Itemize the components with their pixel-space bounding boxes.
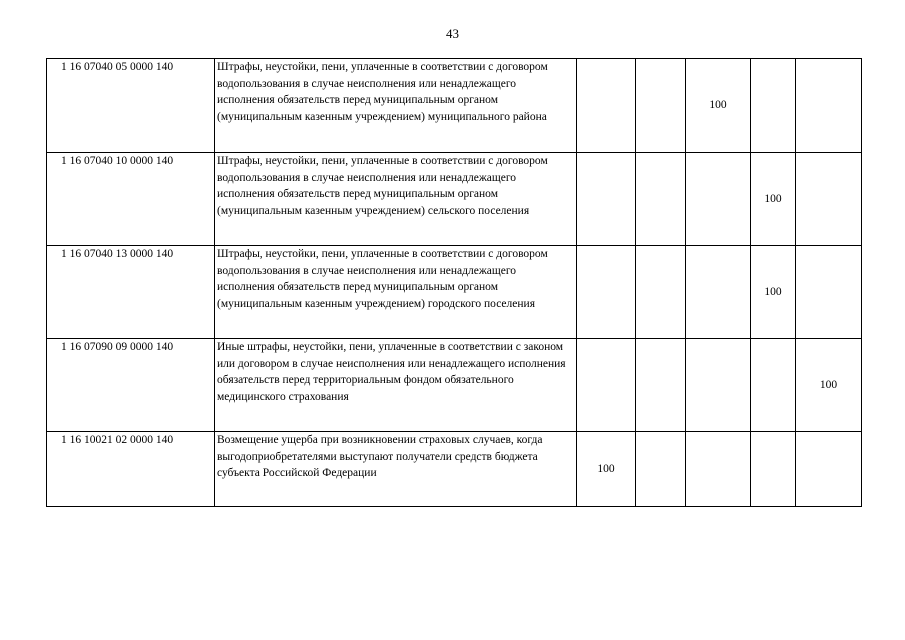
value-cell	[577, 153, 636, 246]
value-cell	[636, 153, 686, 246]
revenue-code-cell: 1 16 07040 05 0000 140	[47, 59, 215, 153]
revenue-code-cell: 1 16 07040 10 0000 140	[47, 153, 215, 246]
revenue-description-cell: Штрафы, неустойки, пени, уплаченные в соответствии с договором водопользования в случае неисполнения или ненадлежащего исполнения обязательств перед муниципальным органом (муниципальным казенным учреждением) сельского поселения	[215, 153, 577, 246]
revenue-allocation-table	[46, 58, 862, 507]
revenue-description-cell: Иные штрафы, неустойки, пени, уплаченные в соответствии с законом или договором в случае неисполнения или ненадлежащего исполнения обязательств перед территориальным фондом обязательного медицинского страхования	[215, 339, 577, 432]
table-row	[47, 339, 862, 432]
value-cell	[796, 246, 862, 339]
value-cell	[577, 59, 636, 153]
table-row	[47, 246, 862, 339]
value-cell: 100	[751, 153, 796, 246]
value-cell	[686, 432, 751, 507]
value-cell: 100	[751, 246, 796, 339]
page-number: 43	[446, 26, 459, 41]
value-cell	[751, 59, 796, 153]
value-cell	[751, 432, 796, 507]
value-cell	[686, 339, 751, 432]
revenue-code-cell: 1 16 07040 13 0000 140	[47, 246, 215, 339]
revenue-description-cell: Возмещение ущерба при возникновении страховых случаев, когда выгодоприобретателями выступают получатели средств бюджета субъекта Российской Федерации	[215, 432, 577, 507]
value-cell	[577, 339, 636, 432]
table-row	[47, 432, 862, 507]
value-cell	[577, 246, 636, 339]
value-cell: 100	[577, 432, 636, 507]
value-cell	[686, 153, 751, 246]
value-cell	[636, 59, 686, 153]
value-cell	[796, 432, 862, 507]
table-row	[47, 153, 862, 246]
value-cell	[636, 339, 686, 432]
value-cell	[796, 59, 862, 153]
revenue-code-cell: 1 16 10021 02 0000 140	[47, 432, 215, 507]
revenue-code-cell: 1 16 07090 09 0000 140	[47, 339, 215, 432]
value-cell	[686, 246, 751, 339]
revenue-description-cell: Штрафы, неустойки, пени, уплаченные в соответствии с договором водопользования в случае неисполнения или ненадлежащего исполнения обязательств перед муниципальным органом (муниципальным казенным учреждением) городского поселения	[215, 246, 577, 339]
table-row	[47, 59, 862, 153]
revenue-description-cell: Штрафы, неустойки, пени, уплаченные в соответствии с договором водопользования в случае неисполнения или ненадлежащего исполнения обязательств перед муниципальным органом (муниципальным казенным учреждением) муниципального района	[215, 59, 577, 153]
value-cell	[636, 432, 686, 507]
value-cell: 100	[686, 59, 751, 153]
value-cell	[751, 339, 796, 432]
value-cell	[796, 153, 862, 246]
value-cell: 100	[796, 339, 862, 432]
value-cell	[636, 246, 686, 339]
